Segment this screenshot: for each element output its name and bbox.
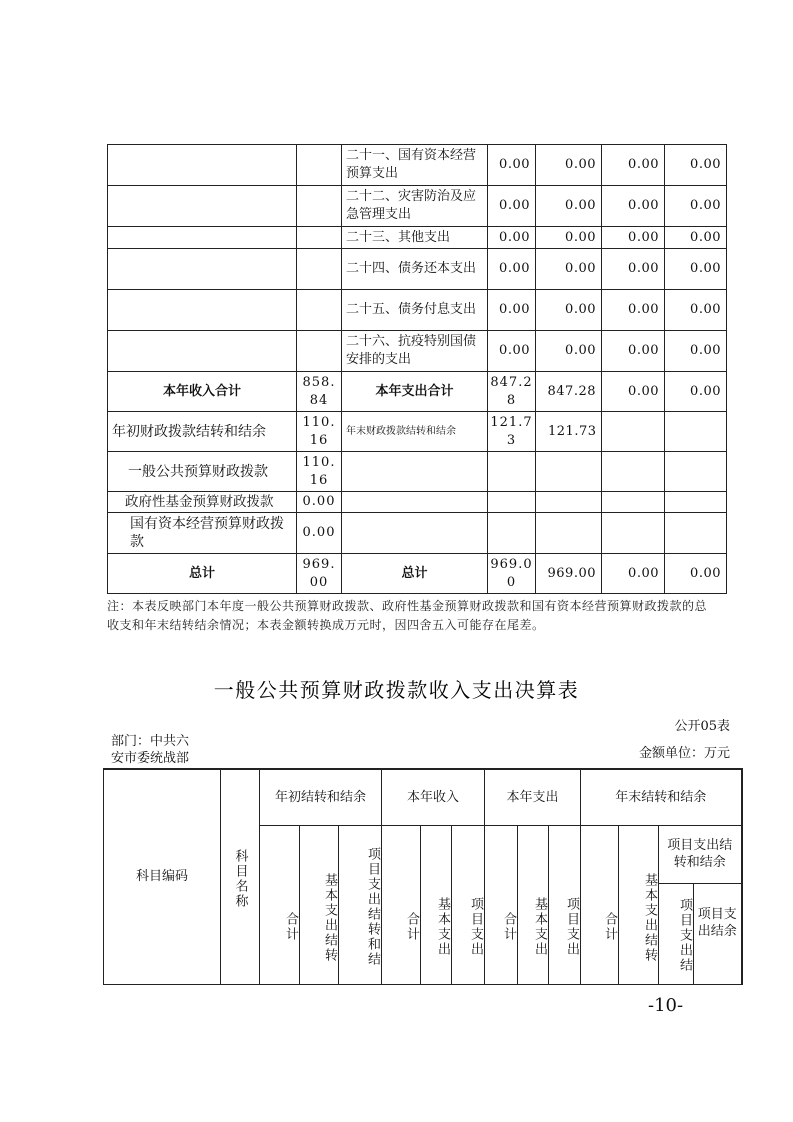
cell <box>297 290 342 331</box>
cell: 0.00 <box>536 249 602 290</box>
col-header: 项目支出结余 <box>694 883 742 984</box>
table-row <box>108 372 727 412</box>
cell: 0.00 <box>602 145 665 186</box>
col-header: 合计 <box>382 825 421 984</box>
cell: 110.16 <box>297 452 342 492</box>
cell: 0.00 <box>536 186 602 227</box>
cell: 0.00 <box>536 227 602 249</box>
col-header: 基本支出结转 <box>619 825 659 984</box>
cell <box>665 513 727 554</box>
col-header: 合计 <box>581 825 619 984</box>
cell: 0.00 <box>665 186 727 227</box>
table-row <box>108 145 727 186</box>
cell: 0.00 <box>602 249 665 290</box>
fiscal-summary-table <box>107 144 727 594</box>
table-row <box>108 492 727 513</box>
cell: 0.00 <box>488 290 536 331</box>
subject-name-header: 科目名称 <box>221 769 260 984</box>
cell <box>665 492 727 513</box>
cell: 0.00 <box>665 372 727 412</box>
table-row <box>108 249 727 290</box>
cell: 0.00 <box>297 492 342 513</box>
cell: 0.00 <box>297 513 342 554</box>
cell: 0.00 <box>602 290 665 331</box>
cell: 政府性基金预算财政拨款 <box>108 492 297 513</box>
cell <box>108 186 297 227</box>
cell <box>536 452 602 492</box>
cell: 0.00 <box>488 249 536 290</box>
cell <box>297 331 342 372</box>
cell: 121.73 <box>488 412 536 452</box>
cell: 二十六、抗疫特别国债安排的支出 <box>342 331 488 372</box>
cell: 0.00 <box>665 331 727 372</box>
group-header: 年初结转和结余 <box>260 769 382 825</box>
cell: 0.00 <box>665 145 727 186</box>
cell <box>297 227 342 249</box>
cell <box>297 186 342 227</box>
cell <box>488 452 536 492</box>
cell <box>342 452 488 492</box>
col-header: 基本支出 <box>518 825 549 984</box>
cell: 0.00 <box>488 186 536 227</box>
cell <box>488 492 536 513</box>
col-header: 项目支出 <box>549 825 581 984</box>
cell: 国有资本经营预算财政拨款 <box>108 513 297 554</box>
group-header: 本年收入 <box>382 769 485 825</box>
cell <box>602 492 665 513</box>
cell <box>297 145 342 186</box>
table-row <box>108 290 727 331</box>
cell <box>665 412 727 452</box>
cell <box>536 492 602 513</box>
cell: 847.28 <box>536 372 602 412</box>
col-header: 基本支出结转 <box>300 825 339 984</box>
cell <box>665 452 727 492</box>
cell: 年末财政拨款结转和结余 <box>342 412 488 452</box>
col-header: 项目支出结转和结 <box>339 825 382 984</box>
cell: 二十二、灾害防治及应急管理支出 <box>342 186 488 227</box>
cell <box>602 412 665 452</box>
table-row <box>108 554 727 594</box>
table-row <box>108 331 727 372</box>
cell <box>342 492 488 513</box>
cell: 969.00 <box>488 554 536 594</box>
cell: 0.00 <box>536 145 602 186</box>
page-number: -10- <box>648 995 684 1016</box>
cell <box>602 513 665 554</box>
cell <box>108 331 297 372</box>
cell: 110.16 <box>297 412 342 452</box>
cell: 二十五、债务付息支出 <box>342 290 488 331</box>
cell: 本年收入合计 <box>108 372 297 412</box>
cell <box>342 513 488 554</box>
col-header: 合计 <box>485 825 518 984</box>
cell: 0.00 <box>488 145 536 186</box>
cell: 858.84 <box>297 372 342 412</box>
cell: 0.00 <box>665 290 727 331</box>
cell: 二十三、其他支出 <box>342 227 488 249</box>
cell: 847.28 <box>488 372 536 412</box>
cell: 二十四、债务还本支出 <box>342 249 488 290</box>
cell: 0.00 <box>536 331 602 372</box>
cell: 0.00 <box>602 554 665 594</box>
cell: 二十一、国有资本经营预算支出 <box>342 145 488 186</box>
table-row <box>108 227 727 249</box>
table-row <box>108 452 727 492</box>
cell <box>108 249 297 290</box>
cell: 969.00 <box>297 554 342 594</box>
cell: 0.00 <box>602 186 665 227</box>
cell <box>536 513 602 554</box>
col-header: 项目支出结转和结余 <box>659 825 742 883</box>
group-header: 本年支出 <box>485 769 581 825</box>
department-label: 部门：中共六安市委统战部 <box>111 734 190 766</box>
cell: 0.00 <box>602 372 665 412</box>
unit-label: 金额单位：万元 <box>638 746 730 761</box>
table-row <box>104 769 742 825</box>
page-title: 一般公共预算财政拨款收入支出决算表 <box>213 678 580 702</box>
budget-header-table <box>103 768 743 985</box>
cell: 0.00 <box>665 554 727 594</box>
col-header: 基本支出 <box>421 825 452 984</box>
cell: 总计 <box>342 554 488 594</box>
cell: 121.73 <box>536 412 602 452</box>
subject-code-header: 科目编码 <box>104 769 221 984</box>
cell: 0.00 <box>488 227 536 249</box>
cell: 年初财政拨款结转和结余 <box>108 412 297 452</box>
cell: 0.00 <box>602 227 665 249</box>
table-row <box>108 186 727 227</box>
col-header: 项目支出 <box>452 825 485 984</box>
cell: 本年支出合计 <box>342 372 488 412</box>
col-header: 合计 <box>260 825 300 984</box>
cell: 一般公共预算财政拨款 <box>108 452 297 492</box>
cell: 0.00 <box>536 290 602 331</box>
cell: 0.00 <box>665 249 727 290</box>
cell <box>108 145 297 186</box>
cell <box>108 290 297 331</box>
table-code: 公开05表 <box>674 719 730 734</box>
cell: 0.00 <box>602 331 665 372</box>
cell <box>488 513 536 554</box>
cell <box>602 452 665 492</box>
cell: 总计 <box>108 554 297 594</box>
table-row <box>108 513 727 554</box>
cell <box>108 227 297 249</box>
cell <box>297 249 342 290</box>
cell: 0.00 <box>488 331 536 372</box>
table-note: 注：本表反映部门本年度一般公共预算财政拨款、政府性基金预算财政拨款和国有资本经营预算财政拨款的总收支和年末结转结余情况；本表金额转换成万元时，因四舍五入可能存在尾差。 <box>107 599 708 632</box>
table-row <box>108 412 727 452</box>
group-header: 年末结转和结余 <box>581 769 742 825</box>
cell: 969.00 <box>536 554 602 594</box>
col-header: 项目支出结 <box>659 883 694 984</box>
cell: 0.00 <box>665 227 727 249</box>
